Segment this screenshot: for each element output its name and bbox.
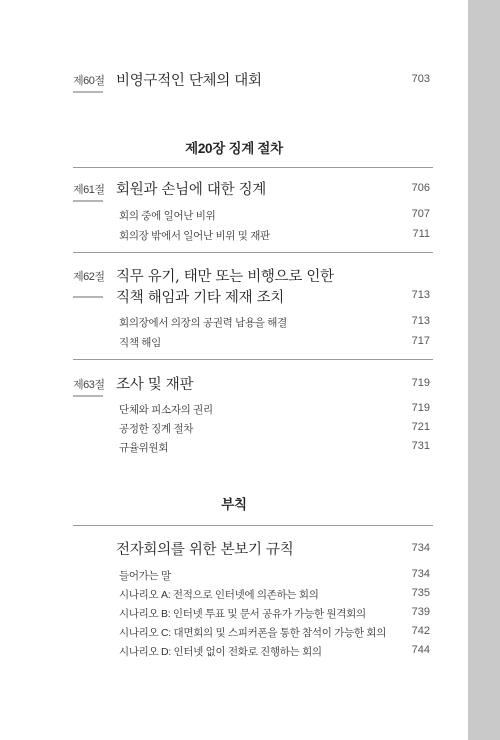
page-number: 706 — [411, 182, 430, 194]
section-title-line1: 직무 유기, 태만 또는 비행으로 인한 — [116, 269, 334, 285]
page-number: 703 — [411, 73, 430, 85]
page-number: 731 — [411, 440, 430, 452]
subsection-title: 공정한 징계 절차 — [119, 423, 194, 435]
section-number: 제60절 — [73, 75, 105, 87]
page-number: 719 — [411, 377, 430, 389]
section-rule — [73, 296, 103, 298]
section-rule — [73, 200, 103, 202]
subsection-title: 직책 해임 — [119, 337, 161, 349]
section-rule — [73, 395, 103, 397]
page-number: 734 — [411, 542, 430, 554]
page-number: 713 — [411, 289, 430, 301]
page-number: 719 — [411, 402, 430, 414]
page-number: 721 — [411, 421, 430, 433]
section-title: 조사 및 재판 — [116, 377, 194, 393]
section-rule — [73, 91, 103, 93]
subsection-title: 시나리오 C: 대면회의 및 스피커폰을 통한 참석이 가능한 회의 — [119, 627, 387, 639]
section-title: 회원과 손님에 대한 징계 — [116, 182, 266, 198]
section-number: 제61절 — [73, 184, 105, 196]
page-number: 742 — [411, 625, 430, 637]
subsection-title: 회의 중에 일어난 비위 — [119, 210, 216, 222]
page-number: 744 — [411, 644, 430, 656]
section-number: 제62절 — [73, 271, 105, 283]
page-edge-bar — [468, 0, 500, 740]
appendix-title: 부칙 — [221, 497, 247, 512]
page-number: 713 — [411, 315, 430, 327]
subsection-title: 시나리오 A: 전적으로 인터넷에 의존하는 회의 — [119, 589, 319, 601]
section-number: 제63절 — [73, 379, 105, 391]
page-number: 739 — [411, 606, 430, 618]
subsection-title: 회의장 밖에서 일어난 비위 및 재판 — [119, 230, 270, 242]
subsection-title: 시나리오 B: 인터넷 투표 및 문서 공유가 가능한 원격회의 — [119, 608, 366, 620]
subsection-title: 시나리오 D: 인터넷 없이 전화로 진행하는 회의 — [119, 646, 322, 658]
section-title: 비영구적인 단체의 대회 — [116, 73, 262, 89]
section-title-line2: 직책 해임과 기타 제재 조치 — [116, 290, 285, 306]
subsection-title: 단체와 피소자의 권리 — [119, 404, 213, 416]
appendix-divider — [73, 525, 433, 526]
section-divider — [73, 359, 433, 360]
chapter-divider — [73, 167, 433, 168]
page-number: 735 — [411, 587, 430, 599]
page-number: 707 — [411, 208, 430, 220]
subsection-title: 회의장에서 의장의 공권력 남용을 해결 — [119, 317, 287, 329]
section-divider — [73, 252, 433, 253]
subsection-title: 규율위원회 — [119, 442, 169, 454]
subsection-title: 들어가는 말 — [119, 570, 171, 582]
chapter-title: 제20장 징계 절차 — [185, 141, 283, 156]
page-number: 717 — [411, 335, 430, 347]
page-number: 711 — [412, 228, 430, 240]
page-number: 734 — [411, 568, 430, 580]
section-title: 전자회의를 위한 본보기 규칙 — [116, 542, 294, 558]
